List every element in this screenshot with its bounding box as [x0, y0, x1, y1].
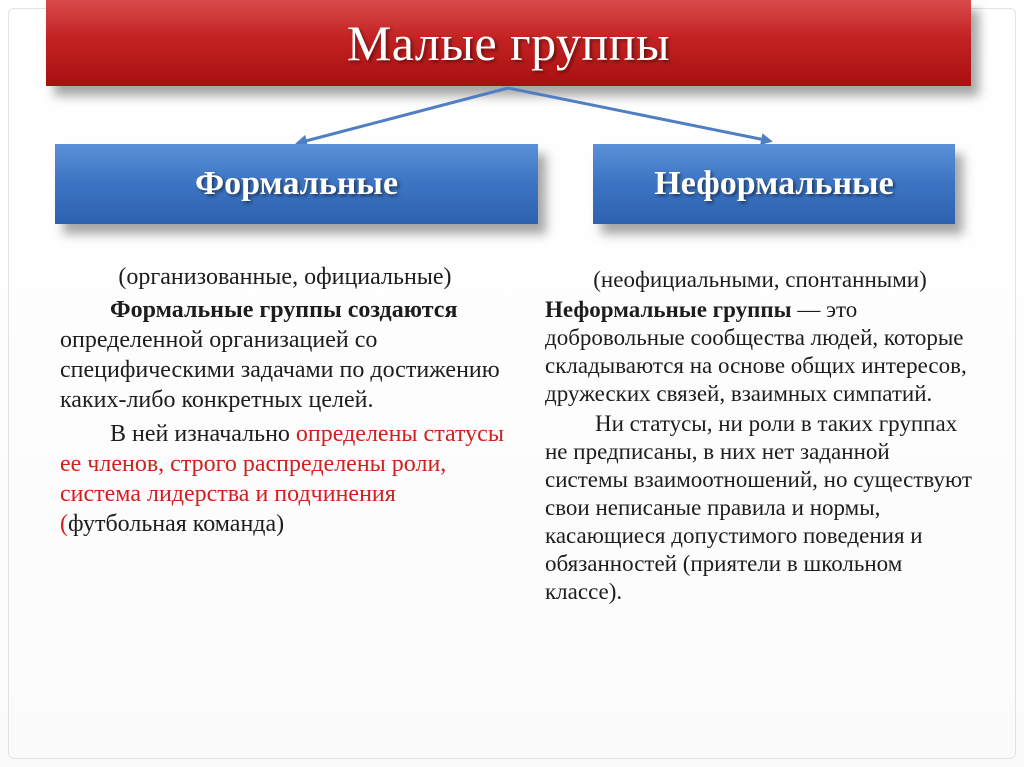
informal-paragraph-2: Ни статусы, ни роли в таких группах не предписаны, в них нет заданной системы взаимоотношений, но существуют свои неписаные правила и нормы, касающиеся допустимого поведения и обязанностей (приятели в школьном классе). [545, 411, 972, 604]
formal-paragraph-1 [60, 295, 510, 415]
informal-box [593, 144, 955, 224]
formal-paragraph-2 [60, 419, 510, 539]
informal-definition: — это добровольные сообщества людей, которые складываются на основе общих интересов, дружеских связей, взаимных симпатий. [545, 297, 967, 406]
informal-subtitle: (неофициальными, спонтанными) [593, 267, 927, 292]
formal-example: футбольная команда) [68, 511, 285, 537]
formal-term: Формальные группы создаются [110, 297, 458, 323]
arrow-to-formal [298, 88, 508, 143]
slide-title: Малые группы [346, 15, 671, 71]
formal-box [55, 144, 538, 224]
formal-subtitle: (организованные, официальные) [118, 264, 452, 290]
formal-heading: Формальные [194, 165, 399, 202]
formal-description [60, 262, 510, 539]
formal-definition: определенной организацией со специфическими задачами по достижению каких-либо конкретных целей. [60, 327, 500, 413]
formal-highlight: определены статусы ее членов, строго распределены роли, система лидерства и подчинения ( [60, 421, 504, 537]
informal-heading: Неформальные [654, 165, 894, 202]
informal-description [545, 266, 975, 606]
formal-p2-start: В ней изначально [110, 421, 296, 447]
informal-term: Неформальные группы [545, 297, 792, 322]
informal-paragraph-1 [545, 296, 975, 408]
arrow-to-informal [508, 88, 770, 141]
